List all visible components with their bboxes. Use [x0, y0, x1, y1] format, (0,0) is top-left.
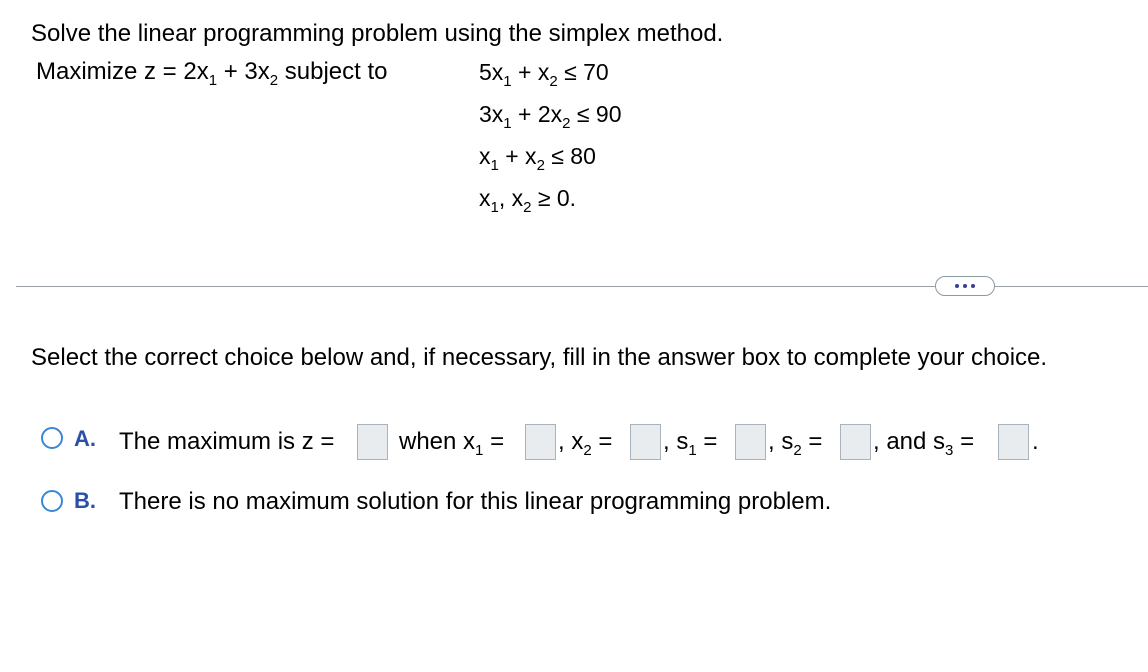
answer-prompt: Select the correct choice below and, if necessary, fill in the answer box to complete your choice. — [31, 344, 1048, 371]
answer-box-z[interactable] — [357, 424, 388, 460]
choice-b-radio[interactable] — [41, 490, 63, 512]
problem-instruction: Solve the linear programming problem using the simplex method. — [31, 20, 724, 47]
choice-b-letter: B. — [74, 488, 96, 513]
show-more-button[interactable] — [935, 276, 995, 296]
ellipsis-icon — [963, 284, 967, 288]
choice-b-text: There is no maximum solution for this linear programming problem. — [119, 488, 832, 515]
constraint-2: $3x_1 + 2x_2 \le 90$ — [479, 101, 622, 132]
constraint-1: $5x_1 + x_2 \le 70$ — [479, 59, 609, 90]
choice-a-letter: A. — [74, 426, 96, 451]
answer-box-s3[interactable] — [998, 424, 1029, 460]
objective-function: Maximize $z = 2x_1 + 3x_2$ subject to — [36, 58, 388, 89]
answer-box-x1[interactable] — [525, 424, 556, 460]
choice-a-period: . — [1032, 428, 1039, 455]
ellipsis-icon — [971, 284, 975, 288]
ellipsis-icon — [955, 284, 959, 288]
choice-a-text-s1: , $s_1$ = — [663, 428, 718, 459]
answer-box-s2[interactable] — [840, 424, 871, 460]
nonnegativity-constraint: $x_1$, $x_2 \ge 0$. — [479, 185, 577, 216]
answer-box-s1[interactable] — [735, 424, 766, 460]
choice-a-radio[interactable] — [41, 427, 63, 449]
constraint-3: $x_1 + x_2 \le 80$ — [479, 143, 596, 174]
choice-a-text-s2: , $s_2$ = — [768, 428, 823, 459]
choice-a-text-x2: , $x_2$ = — [558, 428, 613, 459]
answer-box-x2[interactable] — [630, 424, 661, 460]
choice-a-text-when: when $x_1$ = — [399, 428, 505, 459]
choice-a-text-s3: , and $s_3$ = — [873, 428, 975, 459]
choice-a-text-max: The maximum is z = — [119, 428, 335, 455]
